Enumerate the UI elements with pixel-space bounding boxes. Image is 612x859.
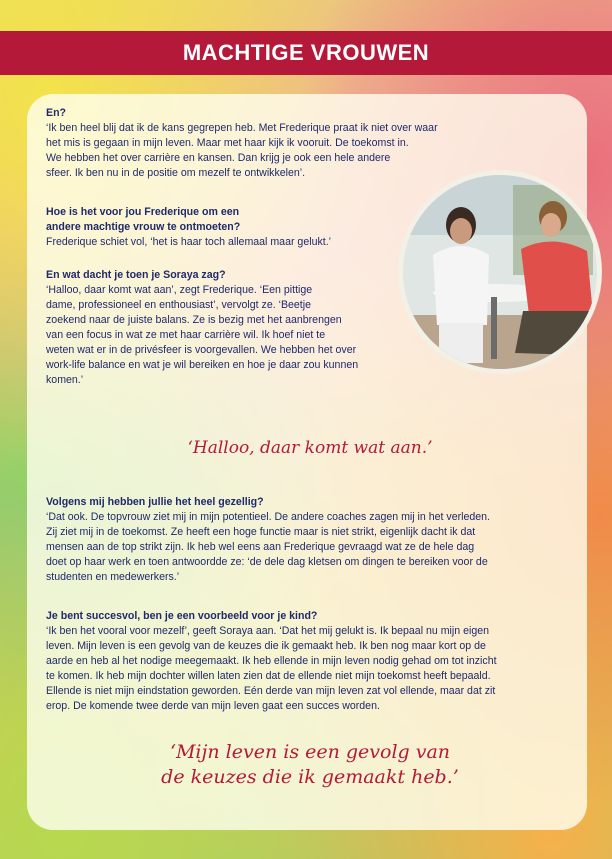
answer-line: ‘Ik ben het vooral voor mezelf’, geeft Soraya aan. ‘Dat het mij gelukt is. Ik bepaal nu mijn eigen [46, 625, 490, 637]
question: Volgens mij hebben jullie het heel gezellig? [46, 496, 264, 508]
answer-line: doet op haar werk en toen antwoordde ze: ‘de dele dag kletsen om dingen te bereiken voor de [46, 556, 488, 568]
answer-line: van een focus in wat ze met haar carrière wil. Ik hoef niet te [46, 329, 326, 341]
pull-quote-2 [140, 740, 480, 790]
quote-line: de keuzes die ik gemaakt heb.’ [161, 766, 459, 788]
answer-line: dame, professioneel en enthousiast’, vervolgt ze. ‘Beetje [46, 299, 311, 311]
answer-line: aarde en heb al het nodige meegemaakt. Ik heb ellende in mijn leven nodig gehad om tot inzicht [46, 655, 497, 667]
answer-line: te komen. Ik heb mijn dochter willen laten zien dat de ellende niet mijn toekomst heeft bepaald. [46, 670, 491, 682]
question: En? [46, 107, 67, 119]
answer-line: studenten en medewerkers.’ [46, 571, 180, 583]
question: Hoe is het voor jou Frederique om een [46, 206, 240, 218]
question: En wat dacht je toen je Soraya zag? [46, 269, 226, 281]
page-title: MACHTIGE VROUWEN [182, 40, 430, 65]
answer-line: work-life balance en wat je wil bereiken en hoe je daar zou kunnen [46, 359, 359, 371]
answer-line: erop. De komende twee derde van mijn leven gaat een succes worden. [46, 700, 380, 712]
question: Je bent succesvol, ben je een voorbeeld voor je kind? [46, 610, 318, 622]
title-band [0, 31, 612, 75]
answer-line: mensen aan de top strikt zijn. Ik heb wel eens aan Frederique gevraagd wat ze de hele dag [46, 541, 475, 553]
answer-line: ‘Ik ben heel blij dat ik de kans gegrepen heb. Met Frederique praat ik niet over waar [46, 122, 438, 134]
answer-line: het mis is gegaan in mijn leven. Maar met haar kijk ik vooruit. De toekomst in. [46, 137, 409, 149]
answer-line: We hebben het over carrière en kansen. Dan krijg je ook een hele andere [46, 152, 391, 164]
answer-line: Frederique schiet vol, ‘het is haar toch allemaal maar gelukt.’ [46, 236, 331, 248]
answer-line: Ellende is niet mijn eindstation geworden. Eén derde van mijn leven zat vol ellende, maar dat zit [46, 685, 496, 697]
answer-line: ‘Dat ook. De topvrouw ziet mij in mijn potentieel. De andere coaches zagen mij in het verleden. [46, 511, 490, 523]
pull-quote-1 [170, 438, 450, 458]
interview-block-5 [46, 609, 497, 714]
answer-line: leven. Mijn leven is een gevolg van de keuzes die ik gemaakt heb. Ik ben nog maar kort op de [46, 640, 486, 652]
answer-line: komen.’ [46, 374, 84, 386]
quote-text: ‘Halloo, daar komt wat aan.’ [187, 438, 433, 458]
quote-line: ‘Mijn leven is een gevolg van [169, 741, 451, 763]
answer-line: zoekend naar de juiste balans. Ze is bezig met het aanbrengen [46, 314, 342, 326]
photo-illustration [403, 175, 597, 369]
interview-block-4 [46, 495, 490, 585]
interview-block-3 [46, 268, 358, 388]
question: andere machtige vrouw te ontmoeten? [46, 221, 241, 233]
answer-line: ‘Halloo, daar komt wat aan’, zegt Frederique. ‘Een pittige [46, 284, 313, 296]
answer-line: Zij ziet mij in de toekomst. Ze heeft een hoge functie maar is niet strikt, eigenlijk dacht ik dat [46, 526, 476, 538]
answer-line: sfeer. Ik ben nu in de positie om mezelf te ontwikkelen’. [46, 167, 306, 179]
answer-line: weten wat er in de privésfeer is voorgevallen. We hebben het over [46, 344, 357, 356]
interview-block-2 [46, 205, 331, 250]
interview-photo [398, 170, 602, 374]
interview-block-1 [46, 106, 438, 181]
